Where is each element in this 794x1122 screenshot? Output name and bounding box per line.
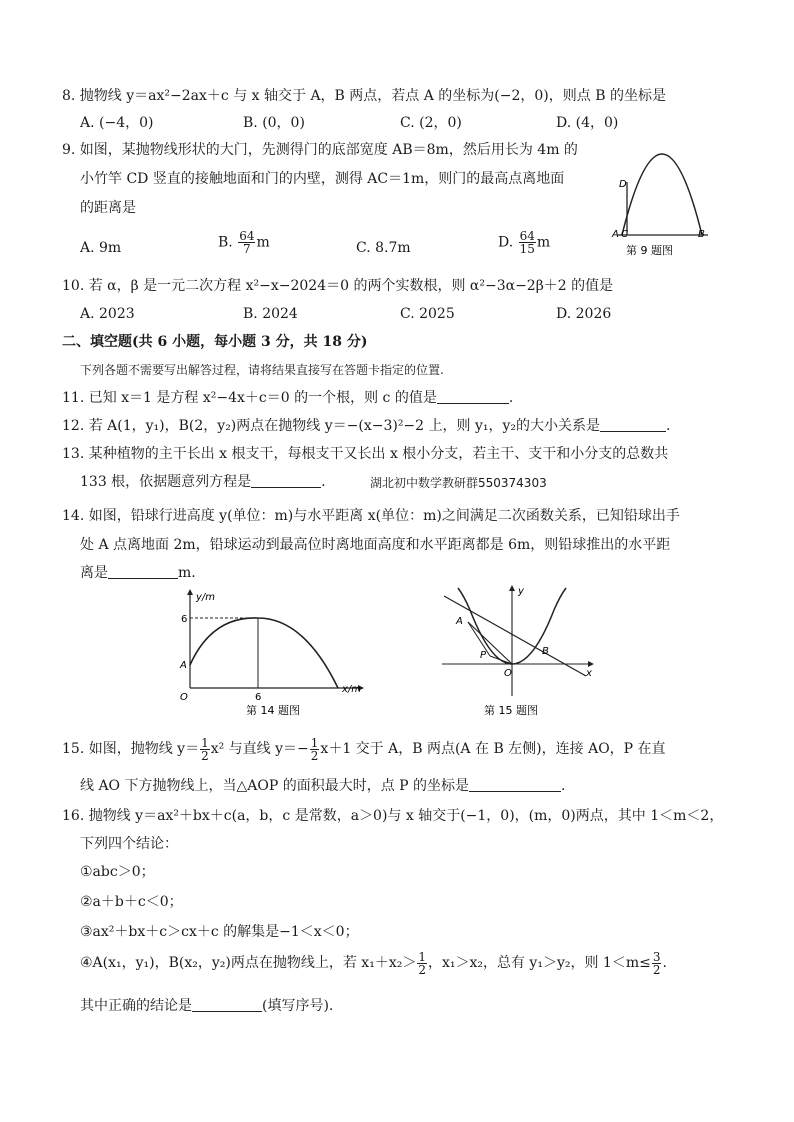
q13-line2: 133 根，依据题意列方程是 . (80, 474, 326, 490)
q16-conclusion-2: ②a＋b＋c＜0； (80, 894, 183, 910)
fig14-x-axis-label: x/m (342, 684, 362, 695)
q10-option-a: A. 2023 (80, 306, 135, 322)
fig15-label-p: P (480, 650, 487, 661)
q16-last-line: 其中正确的结论是 (填写序号). (80, 998, 334, 1014)
q8-option-c: C. (2，0) (400, 115, 462, 131)
q9-option-c: C. 8.7m (356, 240, 411, 256)
q9-option-b: B. $\frac{64}{7}$ m (218, 229, 270, 256)
fig9-caption: 第 9 题图 (626, 244, 673, 257)
fig15-caption: 第 15 题图 (484, 704, 538, 717)
q15-answer-blank (469, 777, 561, 792)
fig15-label-a: A (456, 616, 463, 627)
fig15-label-o: O (504, 668, 512, 679)
figure-14 (172, 586, 372, 720)
fig9-label-c: C (621, 229, 628, 240)
q16-conclusion-1: ①abc＞0； (80, 864, 155, 880)
fig9-label-a: A (612, 229, 619, 240)
q16-conclusion-3: ③ax²＋bx＋c＞cx＋c 的解集是−1＜x＜0； (80, 924, 359, 940)
fig14-y-tick-6: 6 (181, 614, 188, 625)
q10-option-b: B. 2024 (243, 306, 298, 322)
q8-option-a: A. (−4，0) (80, 115, 154, 131)
fig14-caption: 第 14 题图 (246, 704, 300, 717)
section2-title: 二、填空题(共 6 小题，每小题 3 分，共 18 分) (62, 334, 368, 350)
q14-line1: 14. 如图，铅球行进高度 y(单位：m)与水平距离 x(单位：m)之间满足二次函数关系，已知铅球出手 (62, 508, 680, 524)
q9-option-a: A. 9m (80, 240, 122, 256)
q9-line2: 小竹竿 CD 竖直的接触地面和门的内壁，测得 AC＝1m，则门的最高点离地面 (80, 171, 565, 187)
q8-stem: 8. 抛物线 y＝ax²−2ax＋c 与 x 轴交于 A，B 两点，若点 A 的坐标为(−2，0)，则点 B 的坐标是 (62, 88, 666, 104)
q16-answer-blank (192, 997, 262, 1012)
section2-instruction: 下列各题不需要写出解答过程，请将结果直接写在答题卡指定的位置. (80, 363, 444, 377)
figure-9 (604, 136, 724, 260)
q11-line: 11. 已知 x＝1 是方程 x²−4x＋c＝0 的一个根，则 c 的值是 . (62, 390, 514, 406)
q8-option-b: B. (0，0) (243, 115, 305, 131)
q8-option-d: D. (4，0) (556, 115, 619, 131)
fig14-label-o: O (180, 692, 188, 703)
fig14-label-a: A (180, 660, 187, 671)
q15-line2: 线 AO 下方抛物线上，当△AOP 的面积最大时，点 P 的坐标是 . (80, 778, 566, 794)
q14-answer-blank (108, 564, 178, 579)
figure-15 (436, 584, 596, 720)
q10-option-c: C. 2025 (400, 306, 455, 322)
q14-line2: 处 A 点离地面 2m，铅球运动到最高位时离地面高度和水平距离都是 6m，则铅球推出的水平距 (80, 537, 671, 553)
q15-line1: 15. 如图，抛物线 y＝ $\frac{1}{2}$ x² 与直线 y＝− $\frac{1}{2}$ x＋1 交于 A，B 两点(A 在 B 左侧)，连接 AO，P 在直 (62, 735, 666, 763)
q9-option-d: D. $\frac{64}{15}$ m (498, 229, 551, 256)
q13-answer-blank (251, 473, 321, 488)
q12-answer-blank (600, 417, 666, 432)
q10-option-d: D. 2026 (556, 306, 612, 322)
q11-answer-blank (437, 389, 509, 404)
fig15-label-b: B (542, 646, 549, 657)
fig14-x-tick-6: 6 (255, 692, 262, 703)
fig14-y-axis-label: y/m (196, 592, 216, 603)
q9-line1: 9. 如图，某抛物线形状的大门，先测得门的底部宽度 AB＝8m，然后用长为 4m 的 (62, 142, 578, 158)
q9-line3: 的距离是 (80, 200, 136, 216)
fig15-x-label: x (586, 668, 592, 679)
fig15-y-label: y (518, 586, 524, 597)
fig9-label-d: D (619, 179, 627, 190)
q16-line2: 下列四个结论： (80, 836, 178, 852)
q14-line3: 离是 m. (80, 565, 196, 581)
q13-line1: 13. 某种植物的主干长出 x 根支干，每根支干又长出 x 根小分支，若主干、支干和小分支的总数共 (62, 446, 669, 462)
q10-stem: 10. 若 α，β 是一元二次方程 x²−x−2024＝0 的两个实数根，则 α²−3α−2β＋2 的值是 (62, 278, 614, 294)
q16-conclusion-4: ④A(x₁，y₁)，B(x₂，y₂)两点在抛物线上，若 x₁＋x₂＞ $\frac{1}{2}$ ，x₁＞x₂，总有 y₁＞y₂，则 1＜m≤ $\frac{3}{2}$ . (80, 949, 667, 977)
q16-line1: 16. 抛物线 y＝ax²＋bx＋c(a，b，c 是常数，a＞0)与 x 轴交于(−1，0)，(m，0)两点，其中 1＜m＜2， (62, 808, 724, 824)
watermark-text: 湖北初中数学教研群550374303 (370, 476, 547, 490)
q12-line: 12. 若 A(1，y₁)，B(2，y₂)两点在抛物线 y＝−(x−3)²−2 上，则 y₁，y₂的大小关系是 . (62, 418, 671, 434)
fig9-label-b: B (698, 229, 705, 240)
